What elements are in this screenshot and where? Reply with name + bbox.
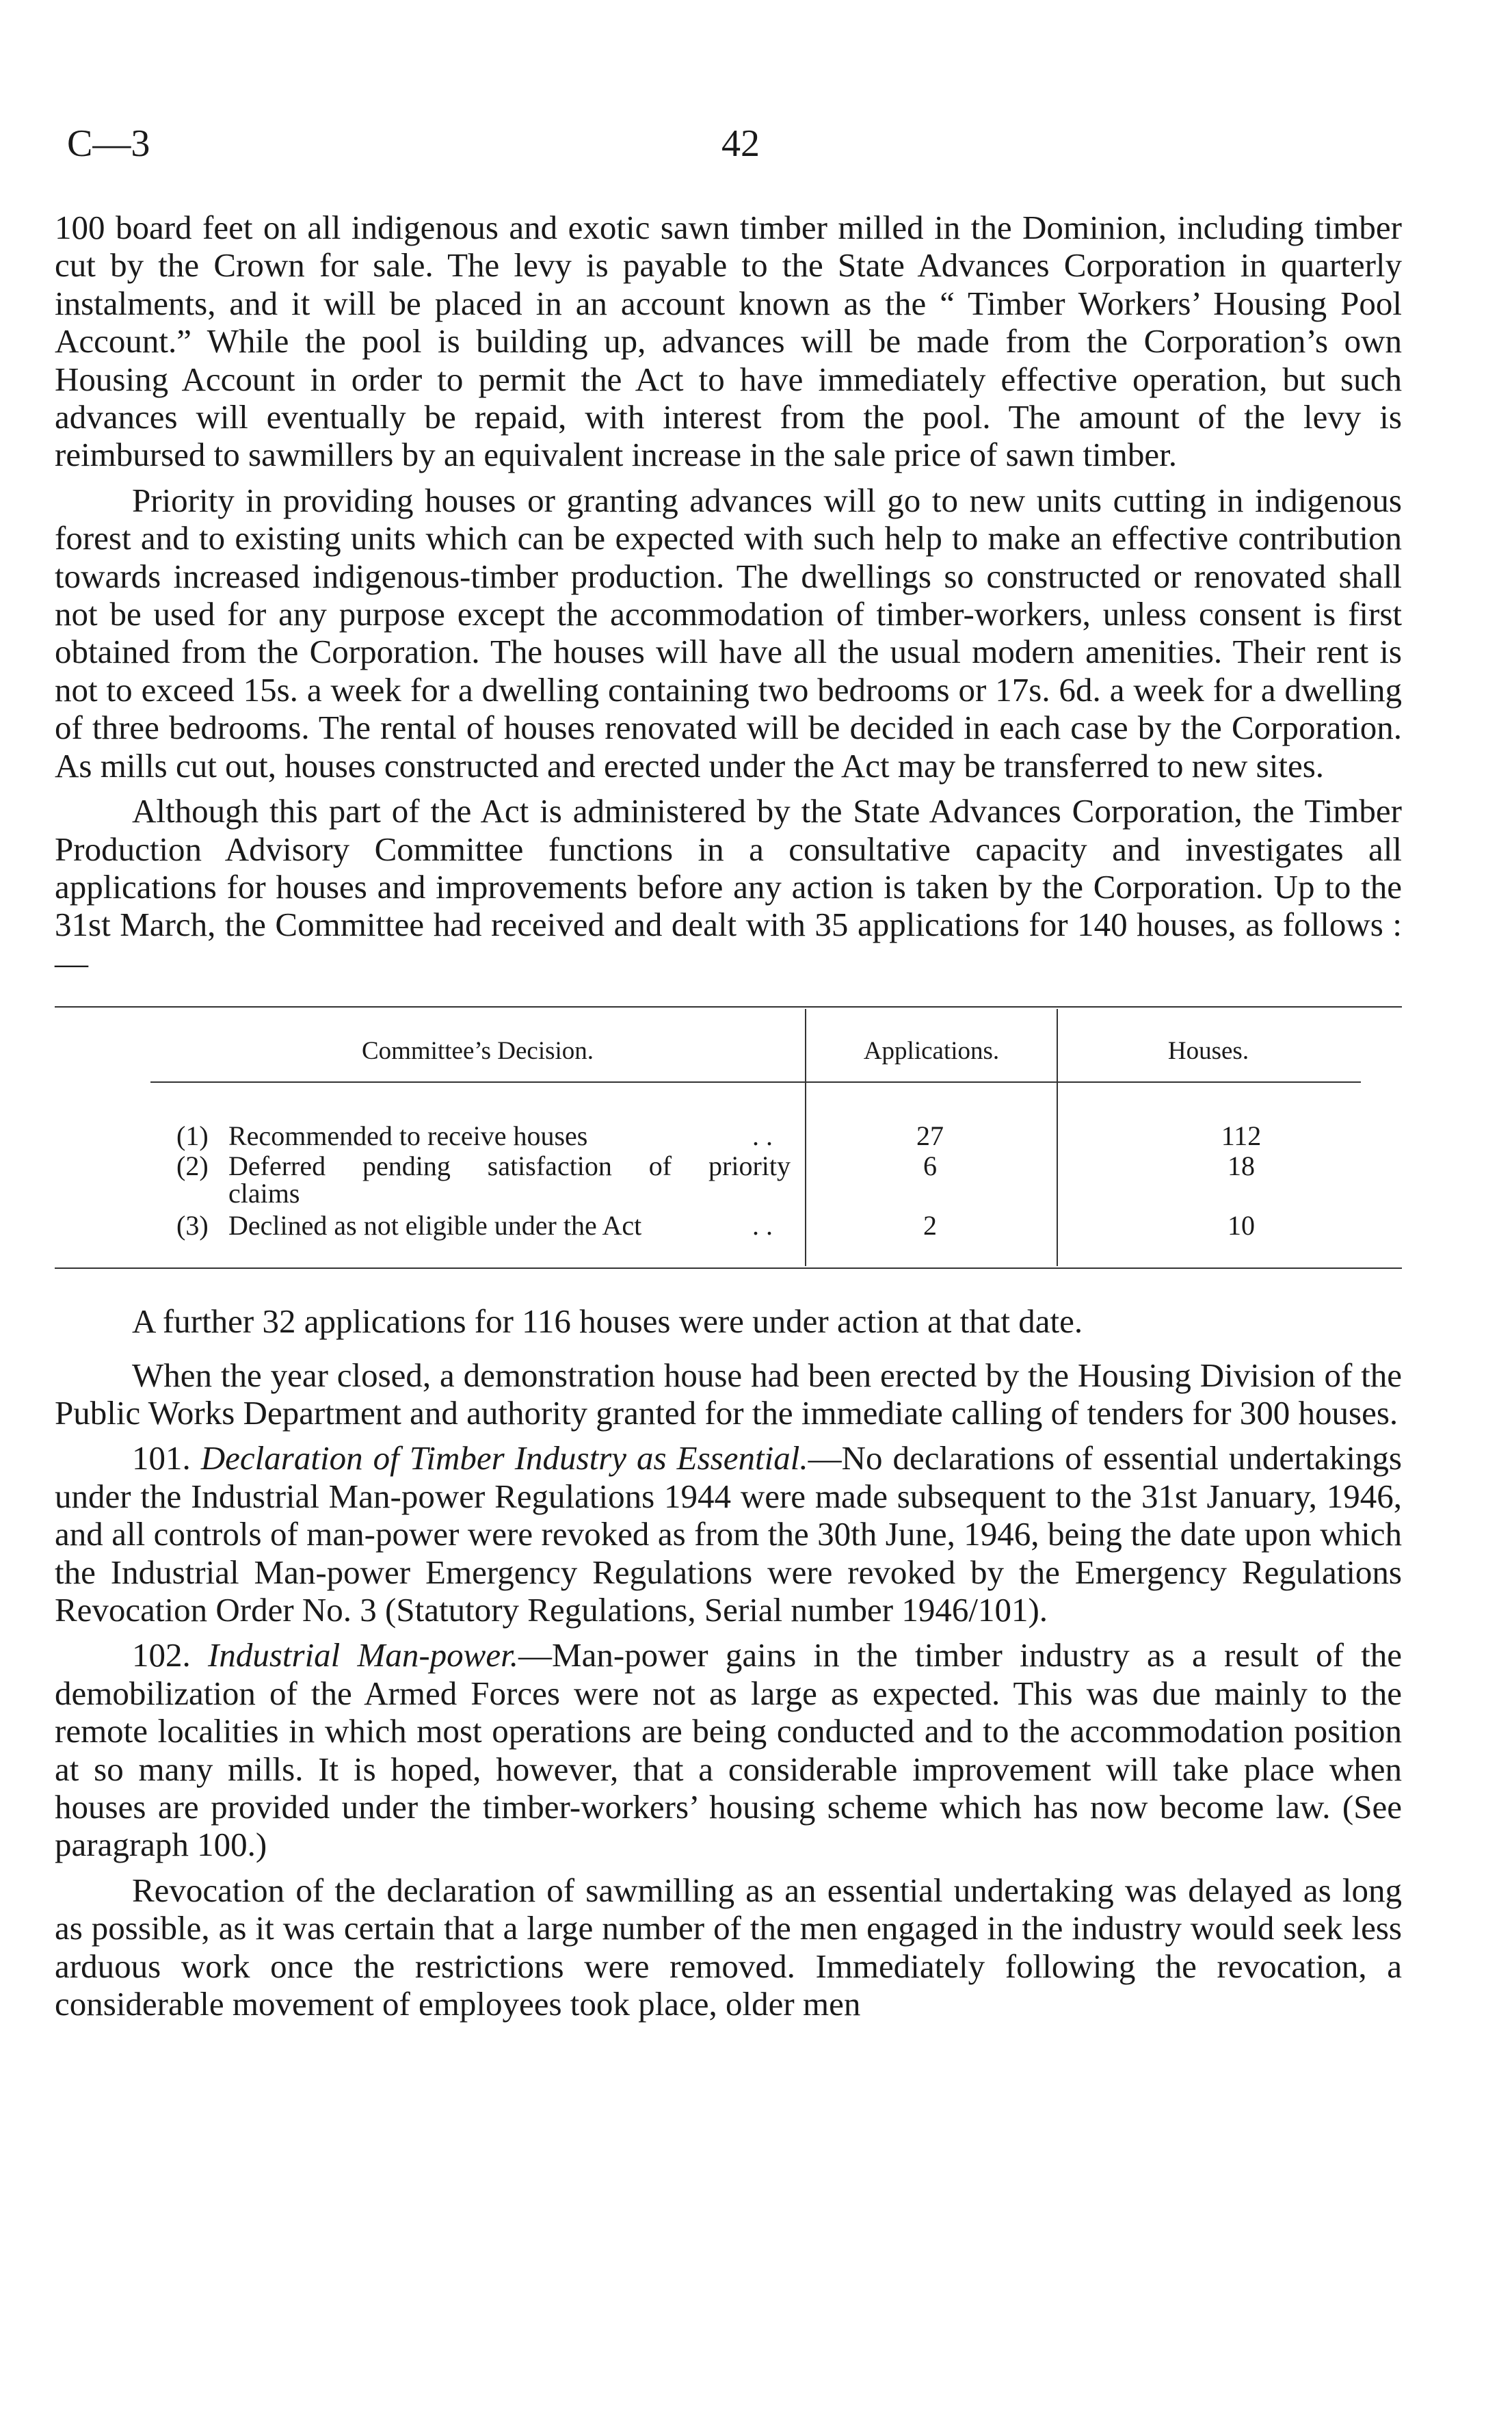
decision-text: Recommended to receive houses [228,1120,588,1152]
page-header [55,122,1463,170]
applications-value: 27 [916,1120,944,1152]
paragraph-levy: 100 board feet on all indigenous and exotic sawn timber milled in the Dominion, including timber cut by the Crown for sale. The levy is payable to the State Advances Corporation in quarterly instalments, and it will be placed in an account known as the “ Timber Workers’ Housing Pool Account.” While the pool is building up, advances will be made from the Corporation’s own Housing Account in order to permit the Act to have immediately effective operation, but such advances will eventually be repaid, with interest from the pool. The amount of the levy is reimbursed to sawmillers by an equivalent increase in the sale price of sawn timber. [55,209,1402,474]
committee-decisions-table: Committee’s Decision. Applications. Houses. (1) Recommended to receive houses . . 27 112 (2) Deferred pending satisfaction of priority claims 6 18 (3) Declined as not eligible under the Act . . 2 10 [55,1006,1402,1287]
paragraph-priority: Priority in providing houses or granting advances will go to new units cutting in indigenous forest and to existing units which can be expected with such help to make an effective contribution towards increased indigenous-timber production. The dwellings so constructed or renovated shall not be used for any purpose except the accommodation of timber-workers, unless consent is first obtained from the Corporation. The houses will have all the usual modern amenities. Their rent is not to exceed 15s. a week for a dwelling containing two bedrooms or 17s. 6d. a week for a dwelling of three bedrooms. The rental of houses renovated will be decided in each case by the Corporation. As mills cut out, houses constructed and erected under the Act may be transferred to new sites. [55,481,1402,785]
document-code: C—3 [67,122,150,165]
section-number: 101. [132,1439,191,1477]
paragraph-administration: Although this part of the Act is administered by the State Advances Corporation, the Timber Production Advisory Committee functions in a consultative capacity and investigates all applications for houses and improvements before any action is taken by the Corporation. Up to the 31st March, the Committee had received and dealt with 35 applications for 140 houses, as follows :— [55,792,1402,982]
column-header-decision: Committee’s Decision. [361,1037,594,1066]
table-bottom-rule [55,1267,1402,1269]
column-header-applications: Applications. [863,1037,1000,1066]
section-102 [55,1636,1402,1863]
paragraph-further-applications: A further 32 applications for 116 houses were under action at that date. [132,1302,1083,1341]
houses-value: 10 [1228,1210,1255,1241]
section-text: —Man-power gains in the timber industry as a result of the demobilization of the Armed Forces were not as large as expected. This was due mainly to the remote localities in which most operations are being conducted and to the accommodation position at so many mills. It is hoped, however, that a considerable improvement will take place when houses are provided under the timber-workers’ housing scheme which has now become law. (See paragraph 100.) [55,1636,1403,1864]
applications-value: 6 [923,1151,937,1182]
page-body [55,209,1402,2023]
table-top-rule [55,1006,1402,1008]
section-number: 102. [132,1636,191,1674]
decision-text: Declined as not eligible under the Act [228,1210,642,1241]
table-header-rule [150,1081,1361,1083]
column-header-houses: Houses. [1167,1037,1249,1066]
decision-text: Deferred pending satisfaction of priority [228,1151,791,1182]
paragraph-revocation: Revocation of the declaration of sawmilling as an essential undertaking was delayed as long as possible, as it was certain that a large number of the men engaged in the industry would seek less arduous work once the restrictions were removed. Immediately following the revocation, a considerable movement of employees took place, older men [55,1871,1402,2023]
section-101 [55,1439,1402,1629]
paragraph-demonstration-house: When the year closed, a demonstration house had been erected by the Housing Division of the Public Works Department and authority granted for the immediate calling of tenders for 300 houses. [55,1356,1402,1432]
page-number: 42 [721,122,760,165]
applications-value: 2 [923,1210,937,1241]
section-heading: Industrial Man-power. [208,1636,518,1674]
houses-value: 18 [1228,1151,1255,1182]
section-heading: Declaration of Timber Industry as Essential. [200,1439,808,1477]
section-text: —No declarations of essential undertakings under the Industrial Man-power Regulations 1944 were made subsequent to the 31st January, 1946, and all controls of man-power were revoked as from the 30th June, 1946, being the date upon which the Industrial Man-power Emergency Regulations were revoked by the Emergency Regulations Revocation Order No. 3 (Statutory Regulations, Serial number 1946/101). [55,1439,1403,1629]
decision-text-continued: claims [228,1178,300,1209]
houses-value: 112 [1221,1120,1262,1152]
